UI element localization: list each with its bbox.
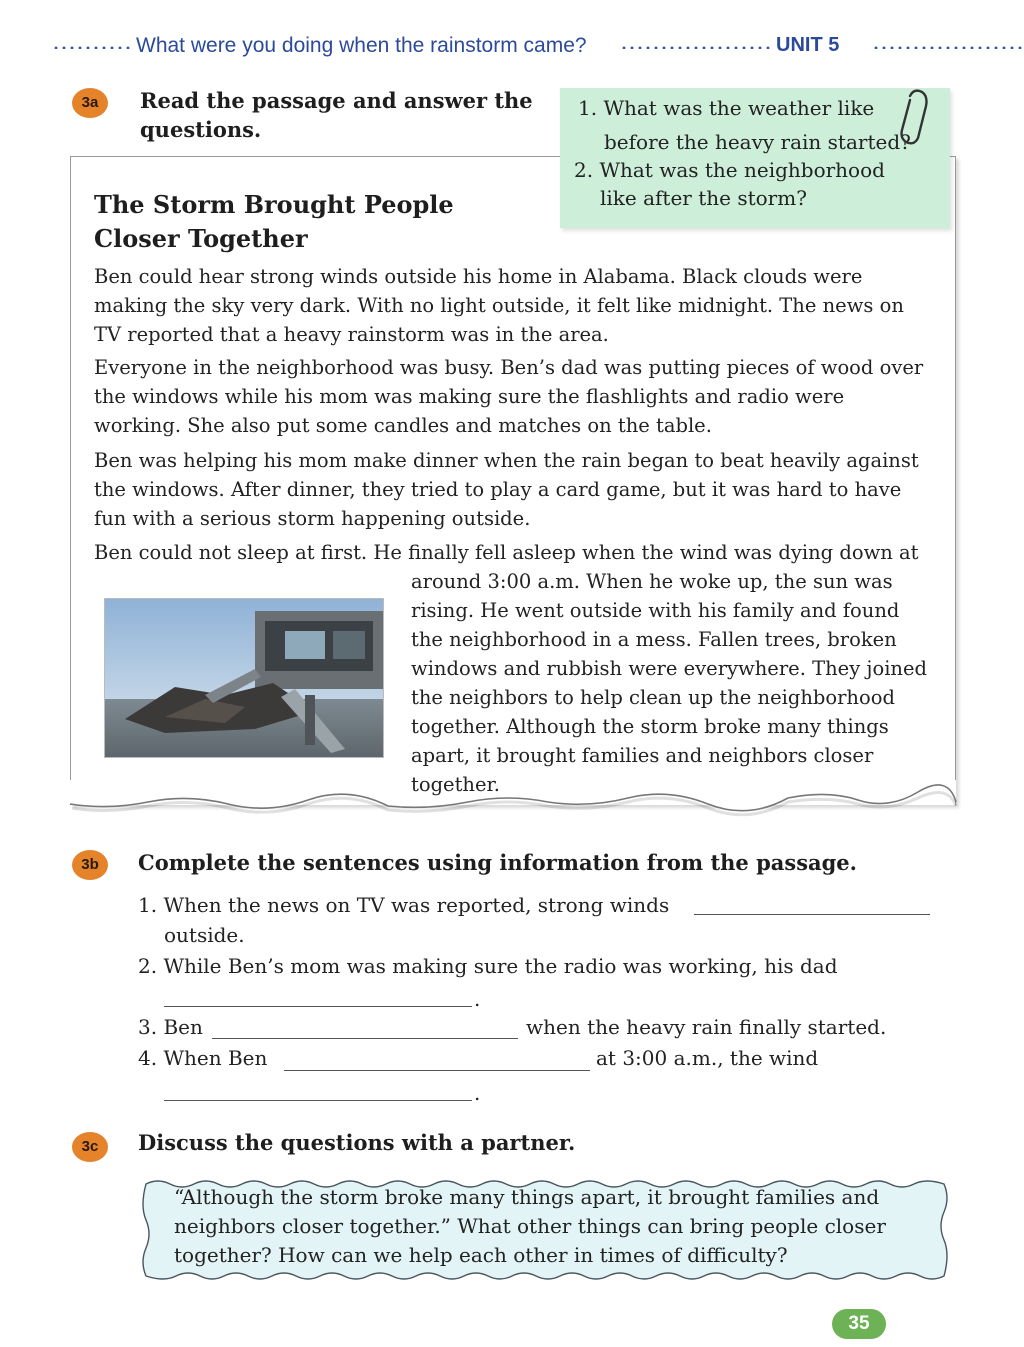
section-badge-3a: 3a (72, 88, 108, 118)
passage-title (94, 188, 454, 256)
sentence-4-part-a: 4. When Ben (138, 1046, 268, 1070)
answer-blank-3[interactable] (212, 1038, 518, 1039)
section-badge-3b: 3b (72, 850, 108, 880)
passage-paragraph-1: Ben could hear strong winds outside his home in Alabama. Black clouds were making the sky very dark. With no light outside, it felt like midnight. The news on TV reported that a heavy rainstorm was in the area. (94, 265, 904, 346)
unit-label: UNIT 5 (776, 34, 840, 56)
passage-paragraph-4: Ben could not sleep at first. He finally fell asleep when the wind was dying down at (94, 541, 919, 564)
answer-blank-4b[interactable] (164, 1100, 472, 1101)
passage-title-line2: Closer Together (94, 224, 308, 253)
note-question-1-line1: 1. What was the weather like (578, 96, 875, 120)
header-dots-left (52, 46, 132, 49)
instruction-3a (140, 86, 533, 144)
passage-paragraph-2: Everyone in the neighborhood was busy. Ben’s dad was putting pieces of wood over the windows while his mom was making sure the flashlights and radio were working. She also put some candles and matches on the table. (94, 356, 924, 437)
section-badge-3c: 3c (72, 1132, 108, 1162)
sentence-2-part-a: 2. While Ben’s mom was making sure the radio was working, his dad (138, 954, 838, 978)
note-question-1-line2: before the heavy rain started? (604, 130, 911, 154)
answer-blank-4a[interactable] (284, 1070, 590, 1071)
sentence-2-period: . (474, 987, 481, 1011)
page-header (0, 30, 1024, 66)
sentence-3-part-b: when the heavy rain finally started. (526, 1015, 887, 1039)
sentence-1-part-b: outside. (164, 923, 245, 947)
answer-blank-1[interactable] (694, 914, 930, 915)
instruction-3a-line2: questions. (140, 117, 262, 142)
page-number: 35 (832, 1309, 886, 1339)
answer-blank-2[interactable] (164, 1006, 472, 1007)
passage-paragraph-3: Ben was helping his mom make dinner when the rain began to beat heavily against the windows. After dinner, they tried to play a card game, but it was hard to have fun with a serious storm happening outside. (94, 449, 919, 530)
instruction-3b: Complete the sentences using information from the passage. (138, 850, 857, 875)
storm-damage-photo (104, 598, 384, 758)
sentence-4-part-b: at 3:00 a.m., the wind (596, 1046, 819, 1070)
header-dots-right (872, 46, 1024, 49)
note-question-2-line2: like after the storm? (600, 186, 807, 210)
sentence-3-part-a: 3. Ben (138, 1015, 203, 1039)
instruction-3a-line1: Read the passage and answer the (140, 88, 533, 113)
passage-paragraph-4-continued: around 3:00 a.m. When he woke up, the sun was rising. He went outside with his family and found the neighborhood in a mess. Fallen trees, broken windows and rubbish were everywhere. They joined the neighbors to help clean up the neighborhood together. Although the storm broke many things apart, it brought families and neighbors closer together. (411, 570, 928, 796)
header-dots-middle (620, 46, 770, 49)
questions-note (560, 88, 950, 228)
note-question-2-line1: 2. What was the neighborhood (574, 158, 885, 182)
sentence-4-period: . (474, 1081, 481, 1105)
header-title: What were you doing when the rainstorm came? (136, 34, 587, 57)
sentence-1-part-a: 1. When the news on TV was reported, strong winds (138, 893, 670, 917)
passage-title-line1: The Storm Brought People (94, 190, 454, 219)
discussion-text: “Although the storm broke many things apart, it brought families and neighbors closer together.” What other things can bring people closer together? How can we help each other in times of difficulty? (174, 1185, 886, 1267)
instruction-3c: Discuss the questions with a partner. (138, 1130, 576, 1155)
paperclip-icon (896, 86, 936, 150)
